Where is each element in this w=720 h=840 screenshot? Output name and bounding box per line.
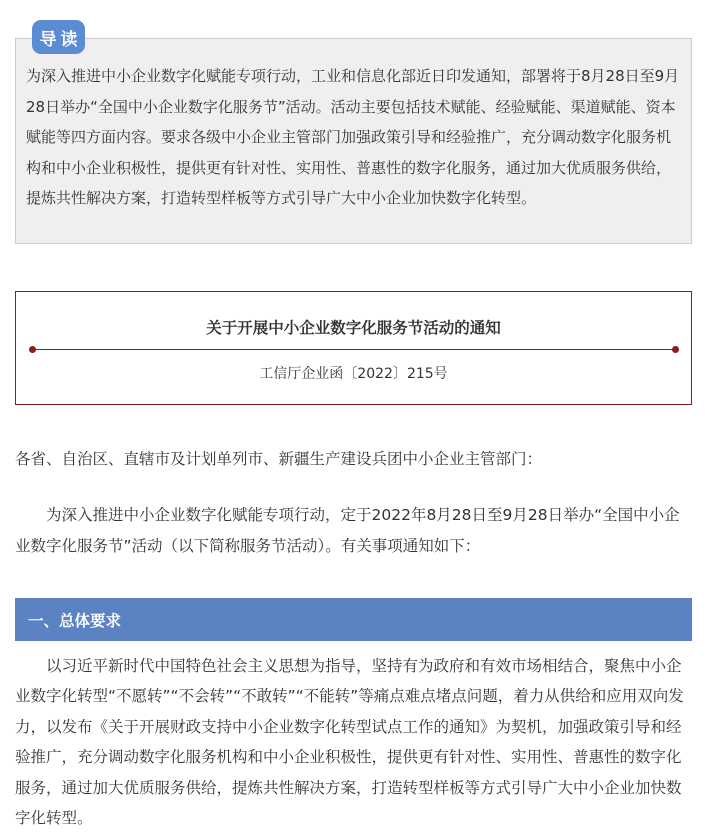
section-1-paragraph: 以习近平新时代中国特色社会主义思想为指导，坚持有为政府和有效市场相结合，聚焦中小企业数字化转型“不愿转”“不会转”“不敢转”“不能转”等痛点难点堵点问题，着力从供给和应用双向发力，以发布《关于开展财政支持中小企业数字化转型试点工作的通知》为契机，加强政策引导和经验推广，充分调动数字化服务机构和中小企业积极性，提供更有针对性、实用性、普惠性的数字化服务，通过加大优质服务供给，提炼共性解决方案，打造转型样板等方式引导广大中小企业加快数字化转型。 bbox=[15, 657, 684, 828]
notice-header-box bbox=[15, 291, 692, 405]
intro-text: 为深入推进中小企业数字化赋能专项行动，工业和信息化部近日印发通知，部署将于8月28日至9月28日举办“全国中小企业数字化服务节”活动。活动主要包括技术赋能、经验赋能、渠道赋能、资本赋能等四方面内容。要求各级中小企业主管部门加强政策引导和经验推广，充分调动数字化服务机构和中小企业积极性，提供更有针对性、实用性、普惠性的数字化服务，通过加大优质服务供给，提炼共性解决方案，打造转型样板等方式引导广大中小企业加快数字化转型。 bbox=[26, 67, 680, 208]
divider-dot-right bbox=[672, 346, 679, 353]
opening-paragraph: 为深入推进中小企业数字化赋能专项行动，定于2022年8月28日至9月28日举办“全国中小企业数字化服务节”活动（以下简称服务节活动）。有关事项通知如下： bbox=[15, 506, 680, 555]
divider-dot-left bbox=[29, 346, 36, 353]
section-heading-general-requirements: 一、总体要求 bbox=[15, 598, 692, 641]
notice-divider bbox=[31, 349, 677, 350]
notice-title: 关于开展中小企业数字化服务节活动的通知 bbox=[206, 319, 501, 337]
salutation: 各省、自治区、直辖市及计划单列市、新疆生产建设兵团中小企业主管部门： bbox=[15, 450, 543, 468]
intro-box bbox=[15, 38, 692, 244]
intro-badge: 导读 bbox=[32, 20, 85, 54]
notice-document-number: 工信厅企业函〔2022〕215号 bbox=[259, 366, 448, 382]
